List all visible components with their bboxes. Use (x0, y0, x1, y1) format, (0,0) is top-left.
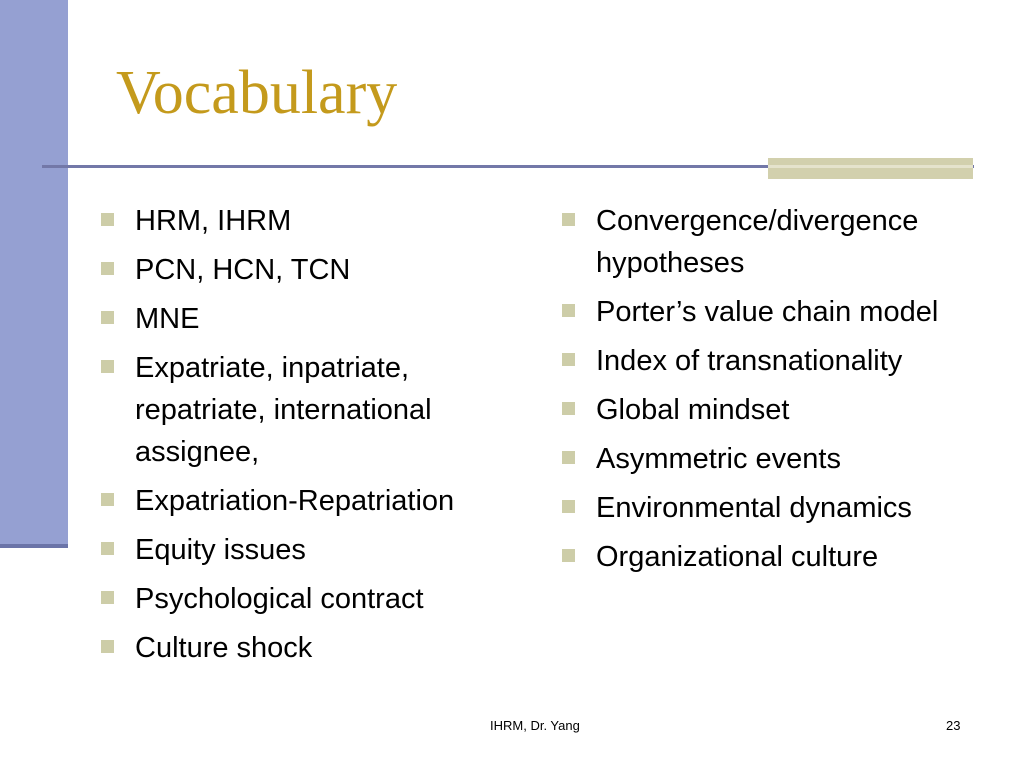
square-bullet-icon (562, 304, 575, 317)
list-item (100, 347, 520, 473)
title-accent-bar (768, 158, 973, 179)
square-bullet-icon (101, 542, 114, 555)
left-bullet-list (100, 200, 520, 676)
list-item-text: MNE (135, 303, 200, 335)
list-item-text: Environmental dynamics (596, 492, 912, 524)
page-number: 23 (946, 718, 961, 733)
list-item (100, 249, 520, 291)
footer-text: IHRM, Dr. Yang (490, 718, 580, 733)
list-item (100, 200, 520, 242)
square-bullet-icon (101, 640, 114, 653)
list-item (561, 389, 981, 431)
list-item-text: Index of transnationality (596, 345, 903, 377)
square-bullet-icon (562, 402, 575, 415)
square-bullet-icon (562, 500, 575, 513)
list-item (561, 200, 981, 284)
list-item-text: Global mindset (596, 394, 790, 426)
right-bullet-list (561, 200, 981, 585)
square-bullet-icon (562, 213, 575, 226)
list-item-text: PCN, HCN, TCN (135, 254, 351, 286)
square-bullet-icon (562, 549, 575, 562)
list-item-text: Culture shock (135, 632, 313, 664)
list-item-text: Porter’s value chain model (596, 296, 939, 328)
list-item-text: Organizational culture (596, 541, 879, 573)
list-item (561, 487, 981, 529)
list-item (100, 529, 520, 571)
list-item-text: Expatriation-Repatriation (135, 485, 455, 517)
list-item (561, 536, 981, 578)
list-item-text: Equity issues (135, 534, 306, 566)
list-item (100, 480, 520, 522)
slide-title: Vocabulary (116, 59, 398, 127)
square-bullet-icon (101, 311, 114, 324)
list-item (100, 298, 520, 340)
list-item-text: Asymmetric events (596, 443, 841, 475)
square-bullet-icon (562, 451, 575, 464)
square-bullet-icon (101, 493, 114, 506)
list-item-text: Psychological contract (135, 583, 424, 615)
left-decor-bar (0, 0, 68, 546)
left-decor-bar-shadow (0, 544, 68, 548)
square-bullet-icon (101, 360, 114, 373)
list-item (100, 627, 520, 669)
square-bullet-icon (101, 591, 114, 604)
square-bullet-icon (101, 213, 114, 226)
list-item-text: HRM, IHRM (135, 205, 292, 237)
list-item (100, 578, 520, 620)
list-item (561, 438, 981, 480)
list-item-text: Convergence/divergence hypotheses (596, 205, 919, 279)
list-item (561, 340, 981, 382)
square-bullet-icon (562, 353, 575, 366)
list-item-text: Expatriate, inpatriate, repatriate, international assignee, (135, 352, 432, 468)
square-bullet-icon (101, 262, 114, 275)
list-item (561, 291, 981, 333)
